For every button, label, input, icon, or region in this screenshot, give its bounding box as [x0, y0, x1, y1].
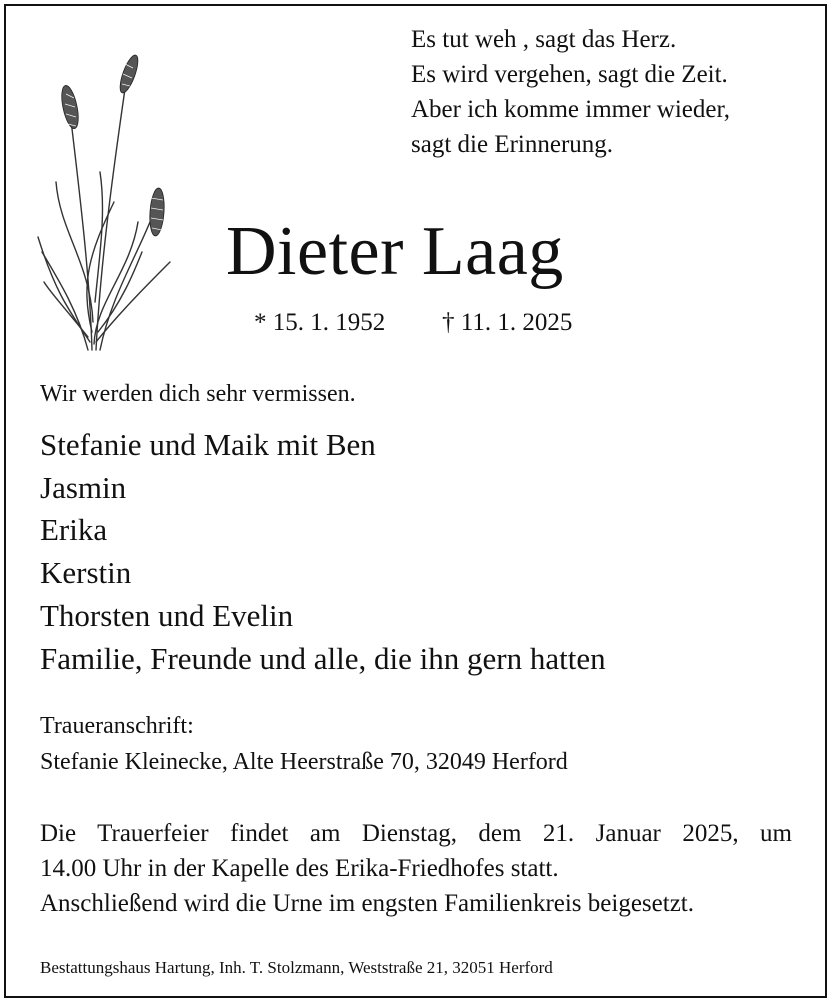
mourner-item: Erika: [40, 512, 108, 548]
deceased-name: Dieter Laag: [226, 213, 564, 290]
death-date: † 11. 1. 2025: [442, 309, 573, 336]
funeral-home-footer: Bestattungshaus Hartung, Inh. T. Stolzmann, Weststraße 21, 32051 Herford: [40, 958, 553, 977]
poem-line: Aber ich komme immer wieder,: [411, 96, 731, 123]
mourning-address: [40, 708, 568, 780]
mourners-list: [40, 424, 606, 680]
ceremony-line: 14.00 Uhr in der Kapelle des Erika-Friedhofes statt.: [40, 855, 559, 882]
ceremony-line: Die Trauerfeier findet am Dienstag, dem 21. Januar 2025, um: [40, 820, 792, 847]
farewell-message: Wir werden dich sehr vermissen.: [40, 381, 356, 407]
ceremony-notice: [40, 816, 792, 921]
poem-line: sagt die Erinnerung.: [411, 131, 614, 158]
ceremony-line: Anschließend wird die Urne im engsten Familienkreis beigesetzt.: [40, 890, 694, 917]
poem: [411, 22, 730, 162]
birth-date: * 15. 1. 1952: [254, 309, 386, 336]
mourner-item: Familie, Freunde und alle, die ihn gern hatten: [40, 640, 606, 676]
address-value: Stefanie Kleinecke, Alte Heerstraße 70, 32049 Herford: [40, 749, 568, 775]
address-label: Traueranschrift:: [40, 713, 194, 739]
mourner-item: Stefanie und Maik mit Ben: [40, 427, 376, 462]
mourner-item: Jasmin: [40, 469, 127, 505]
poem-line: Es wird vergehen, sagt die Zeit.: [411, 61, 728, 88]
poem-line: Es tut weh , sagt das Herz.: [411, 26, 677, 53]
mourner-item: Thorsten und Evelin: [40, 597, 294, 633]
wheat-stalks-icon: [30, 52, 180, 352]
mourner-item: Kerstin: [40, 555, 132, 591]
